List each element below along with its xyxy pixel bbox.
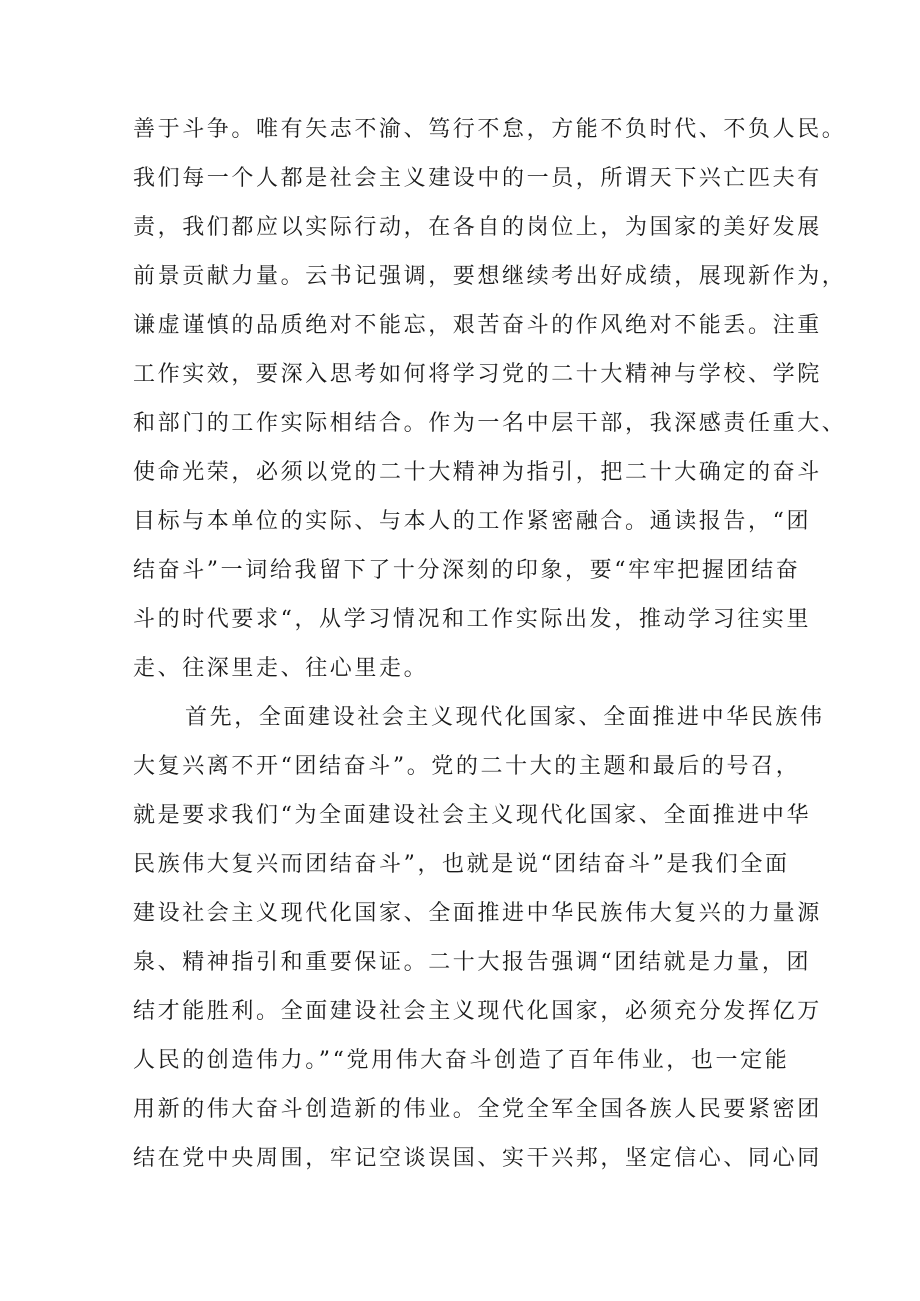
text-line: 结奋斗”一词给我留下了十分深刻的印象，要“牢牢把握团结奋: [133, 558, 801, 583]
text-line: 民族伟大复兴而团结奋斗”，也就是说“团结奋斗”是我们全面: [133, 852, 790, 877]
text-line: 建设社会主义现代化国家、全面推进中华民族伟大复兴的力量源: [133, 901, 822, 926]
text-line: 谦虚谨慎的品质绝对不能忘，艰苦奋斗的作风绝对不能丢。注重: [133, 313, 822, 338]
text-line: 工作实效，要深入思考如何将学习党的二十大精神与学校、学院: [133, 362, 822, 387]
text-line: 使命光荣，必须以党的二十大精神为指引，把二十大确定的奋斗: [133, 460, 822, 485]
text-line: 我们每一个人都是社会主义建设中的一员，所谓天下兴亡匹夫有: [133, 166, 822, 191]
paragraph-first-line: 首先，全面建设社会主义现代化国家、全面推进中华民族伟: [185, 705, 825, 730]
text-line: 用新的伟大奋斗创造新的伟业。全党全军全国各族人民要紧密团: [133, 1097, 822, 1122]
text-line: 大复兴离不开“团结奋斗”。党的二十大的主题和最后的号召，: [133, 754, 801, 779]
text-line: 人民的创造伟力。”“党用伟大奋斗创造了百年伟业，也一定能: [133, 1048, 790, 1073]
text-line: 泉、精神指引和重要保证。二十大报告强调“团结就是力量，团: [133, 950, 812, 975]
text-line: 目标与本单位的实际、与本人的工作紧密融合。通读报告，“团: [133, 509, 812, 534]
text-line: 斗的时代要求“，从学习情况和工作实际出发，推动学习往实里: [133, 607, 812, 632]
text-line: 结在党中央周围，牢记空谈误国、实干兴邦，坚定信心、同心同: [133, 1146, 822, 1171]
text-line: 善于斗争。唯有矢志不渝、笃行不怠，方能不负时代、不负人民。: [133, 117, 847, 142]
text-line: 前景贡献力量。云书记强调，要想继续考出好成绩，展现新作为，: [133, 264, 847, 289]
text-line: 结才能胜利。全面建设社会主义现代化国家，必须充分发挥亿万: [133, 999, 822, 1024]
text-line: 和部门的工作实际相结合。作为一名中层干部，我深感责任重大、: [133, 411, 847, 436]
text-line: 就是要求我们“为全面建设社会主义现代化国家、全面推进中华: [133, 803, 812, 828]
text-line: 责，我们都应以实际行动，在各自的岗位上，为国家的美好发展: [133, 215, 822, 240]
document-body: [133, 105, 847, 1183]
text-line: 走、往深里走、往心里走。: [133, 656, 429, 681]
